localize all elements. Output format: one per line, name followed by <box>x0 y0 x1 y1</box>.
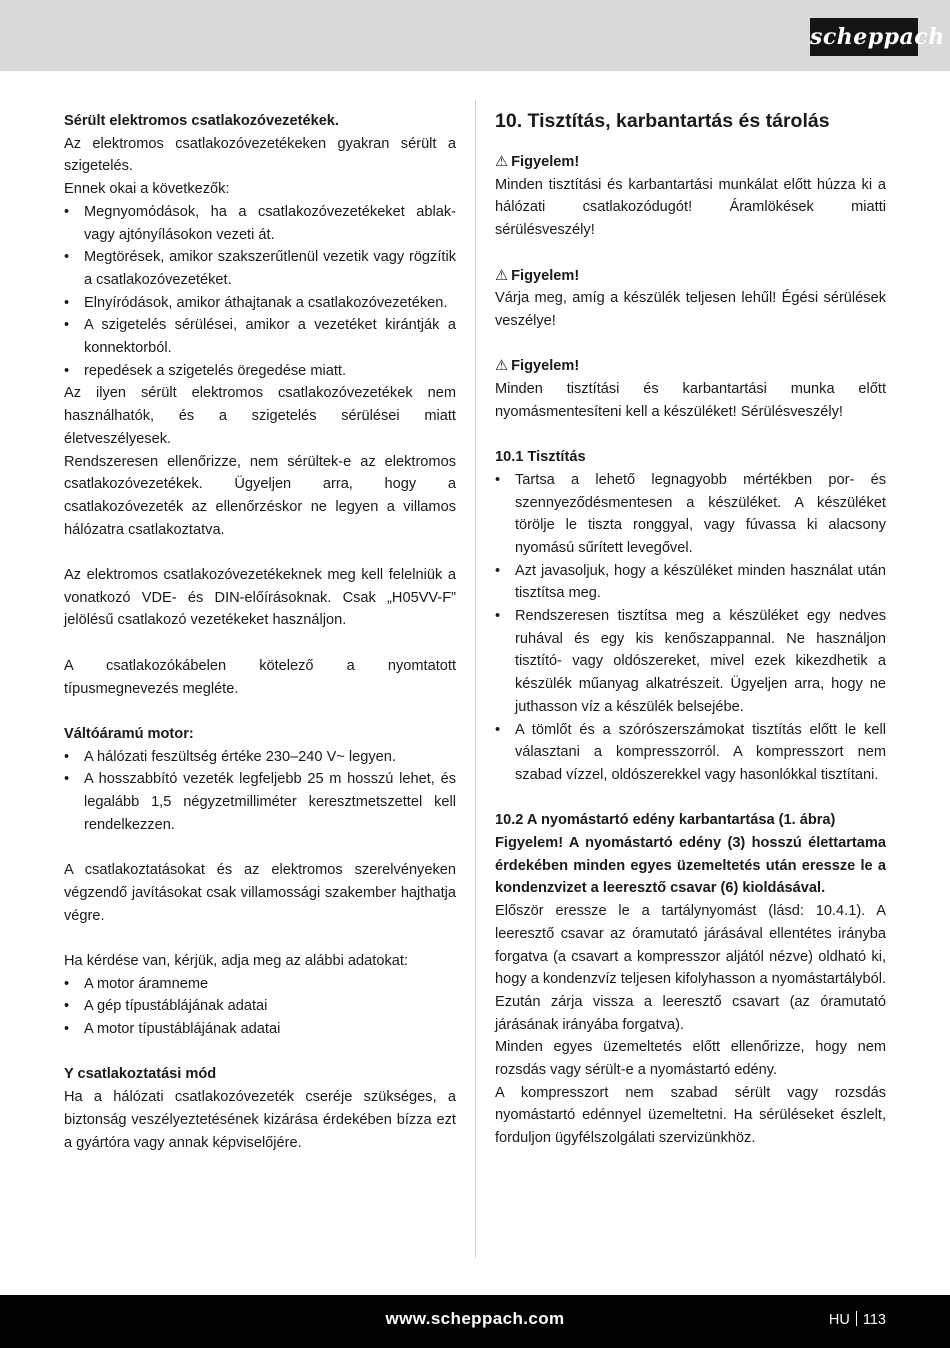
cleaning-title: 10.1 Tisztítás <box>495 449 586 466</box>
damaged-cables-text: Az elektromos csatlakozóvezetékeken gyakran sérült a szigetelés. <box>64 135 456 175</box>
list-item: • A motor áramneme <box>64 973 456 996</box>
page-number: 113 <box>862 1312 886 1328</box>
cleaning-list <box>495 469 886 787</box>
warning-text: Minden tisztítási és karbantartási munka előtt nyomásmentesíteni kell a készüléket! Sérülésveszély! <box>495 381 886 420</box>
ac-motor-title: Váltóáramú motor: <box>64 725 194 742</box>
causes-list <box>64 201 456 383</box>
paragraph: Az elektromos csatlakozóvezetékeknek meg kell felelniük a vonatkozó VDE- és DIN-előírásoknak. Csak „H05VV-F” jelölésű csatlakozó vezetékeket használjon. <box>64 567 456 629</box>
list-item: • Azt javasoljuk, hogy a készüléket minden használat után tisztítsa meg. <box>495 560 886 605</box>
damaged-cables-title: Sérült elektromos csatlakozóvezetékek. <box>64 113 339 129</box>
warning-text: Várja meg, amíg a készülék teljesen lehűl! Égési sérülések veszélye! <box>495 290 886 329</box>
warning-text: Minden tisztítási és karbantartási munkálat előtt húzza ki a hálózati csatlakozódugót! Áramlökések miatti sérülésveszély! <box>495 176 886 239</box>
header-band <box>0 0 950 71</box>
footer-url[interactable]: www.scheppach.com <box>385 1309 565 1328</box>
paragraph: Először eressze le a tartálynyomást (lásd: 10.4.1). A leeresztő csavar az óramutató járásával ellentétes irányba forgatva (a csavart a kompresszor aljától nézve) oldható ki, hogy a kondenzvíz teljesen kifolyhasson a nyomástartályból. Ezután zárja vissza a leeresztő csavart (az óramutató járásának irányába forgatva). <box>495 903 887 1033</box>
list-item: • A hosszabbító vezeték legfeljebb 25 m hosszú lehet, és legalább 1,5 négyzetmilliméter keresztmetszettel kell rendelkezzen. <box>64 768 456 836</box>
list-item: • A gép típustáblájának adatai <box>64 995 456 1018</box>
paragraph: A kompresszort nem szabad sérült vagy rozsdás nyomástartó edénnyel üzemeltetni. Ha sérüléseket észlelt, forduljon ügyfélszolgálati szervizünkhöz. <box>495 1084 886 1147</box>
y-connection-title: Y csatlakoztatási mód <box>64 1066 217 1083</box>
paragraph: Ha kérdése van, kérjük, adja meg az alábbi adatokat: <box>64 952 408 969</box>
data-list <box>64 973 456 1041</box>
list-item: • A motor típustáblájának adatai <box>64 1018 456 1041</box>
list-item: • Tartsa a lehető legnagyobb mértékben por- és szennyeződésmentesen a készüléket. A készüléket törölje le tiszta ronggyal, vagy fúvassa ki alacsony nyomású sűrített levegővel. <box>495 469 886 560</box>
right-column <box>495 110 886 1150</box>
maintenance-title: 10.2 A nyomástartó edény karbantartása (1. ábra) <box>495 812 836 829</box>
list-item: • Megtörések, amikor szakszerűtlenül vezetik vagy rögzítik a csatlakozóvezetéket. <box>64 246 456 291</box>
warning-title: ⚠ Figyelem! <box>495 154 580 170</box>
paragraph: Ha a hálózati csatlakozóvezeték cseréje szükséges, a biztonság veszélyeztetésének kizárása érdekében bízza ezt a gyártóra vagy annak képviselőjére. <box>64 1089 456 1151</box>
separator <box>856 1311 857 1326</box>
list-item: • A szigetelés sérülései, amikor a vezetéket kirántják a konnektorból. <box>64 314 456 359</box>
list-item: • Rendszeresen tisztítsa meg a készüléket egy nedves ruhával és egy kis kenőszappannal. Ne használjon tisztító- vagy oldószereket, mivel ezek kikezdhetik a készülék műanyag alkatrészeit. Ügyeljen arra, hogy ne juthasson víz a készülék belsejébe. <box>495 605 886 719</box>
maintenance-warning: Figyelem! A nyomástartó edény (3) hosszú élettartama érdekében minden egyes üzemeltetés után eressze le a kondenzvizet a leeresztő csavar (6) kioldásával. <box>495 835 886 897</box>
list-item: • A tömlőt és a szórószerszámokat tisztítás előtt le kell választani a kompresszorról. A kompresszort nem szabad vízzel, oldószerekkel vagy hasonlókkal tisztítani. <box>495 719 886 787</box>
list-item: • repedések a szigetelés öregedése miatt. <box>64 360 456 383</box>
paragraph: Minden egyes üzemeltetés előtt ellenőrizze, hogy nem rozsdás vagy sérült-e a nyomástartó edény. <box>495 1039 886 1079</box>
damaged-cables-causes-intro: Ennek okai a következők: <box>64 181 230 198</box>
paragraph: Rendszeresen ellenőrizze, nem sérültek-e az elektromos csatlakozóvezetékek. Ügyeljen arra, hogy a csatlakozóvezeték az ellenőrzéskor ne legyen a villamos hálózatra csatlakoztatva. <box>64 453 456 538</box>
section-title: 10. Tisztítás, karbantartás és tárolás <box>495 110 830 132</box>
warning-icon: ⚠ <box>495 267 509 284</box>
paragraph: A csatlakozókábelen kötelező a nyomtatott típusmegnevezés megléte. <box>64 657 456 697</box>
warning-icon: ⚠ <box>495 358 509 375</box>
left-column <box>64 110 456 1154</box>
column-divider <box>475 100 476 1258</box>
footer <box>0 1295 950 1348</box>
paragraph: A csatlakoztatásokat és az elektromos szerelvényeken végzendő javításokat csak villamossági szakember hajthatja végre. <box>64 862 456 924</box>
paragraph: Az ilyen sérült elektromos csatlakozóvezetékek nem használhatók, és a szigetelés sérülései miatt életveszélyesek. <box>64 385 456 447</box>
brand-logo: scheppach <box>810 18 918 56</box>
warning-title: ⚠ Figyelem! <box>495 267 580 284</box>
list-item: • A hálózati feszültség értéke 230–240 V~ legyen. <box>64 746 456 769</box>
warning-title: ⚠ Figyelem! <box>495 358 580 375</box>
list-item: • Megnyomódások, ha a csatlakozóvezetékeket ablak- vagy ajtónyílásokon vezeti át. <box>64 201 456 246</box>
page-indicator <box>829 1311 886 1328</box>
ac-motor-list <box>64 746 456 837</box>
language-code: HU <box>828 1312 850 1328</box>
list-item: • Elnyíródások, amikor áthajtanak a csatlakozóvezetéken. <box>64 292 456 315</box>
warning-icon: ⚠ <box>495 154 509 170</box>
